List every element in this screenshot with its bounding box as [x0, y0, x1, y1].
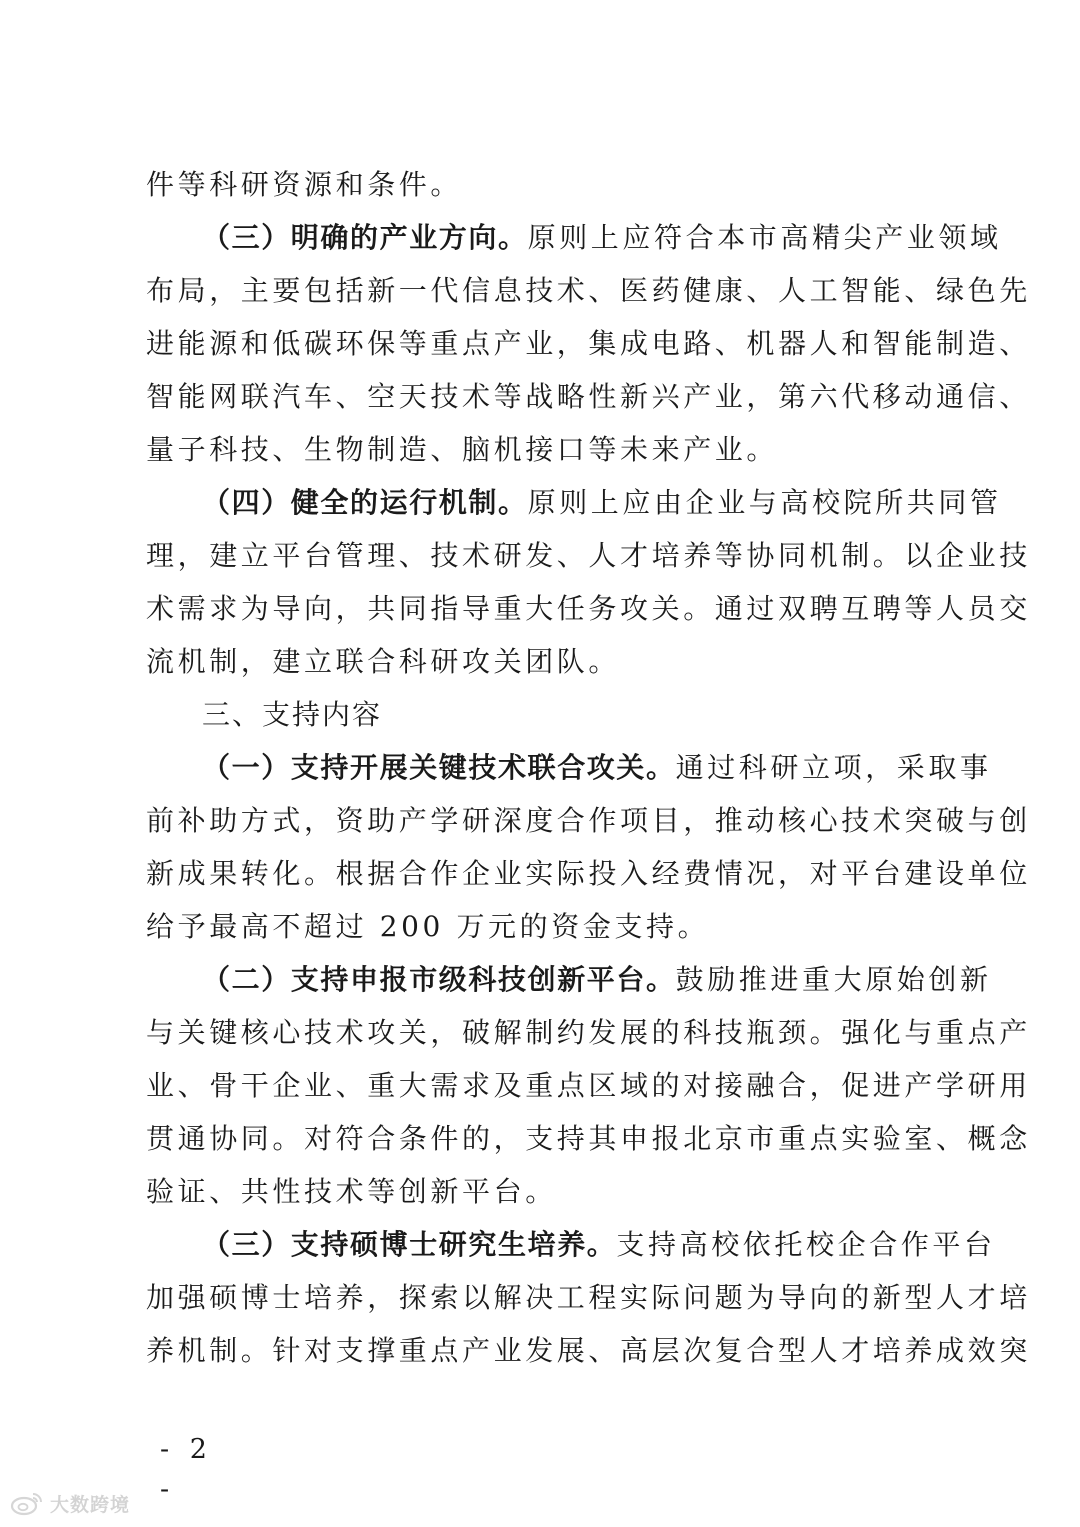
body-line: 智能网联汽车、空天技术等战略性新兴产业，第六代移动通信、	[146, 380, 1031, 413]
body-line: 前补助方式，资助产学研深度合作项目，推动核心技术突破与创	[146, 804, 1031, 837]
body-line: 养机制。针对支撑重点产业发展、高层次复合型人才培养成效突	[146, 1334, 1031, 1367]
body-line: 加强硕博士培养，探索以解决工程实际问题为导向的新型人才培	[146, 1281, 1031, 1314]
weibo-icon	[10, 1490, 44, 1516]
subsection-heading-line: （三）支持硕博士研究生培养。支持高校依托校企合作平台	[202, 1228, 996, 1261]
page-number: - 2 -	[160, 1434, 213, 1505]
body-line: 贯通协同。对符合条件的，支持其申报北京市重点实验室、概念	[146, 1122, 1031, 1155]
watermark	[10, 1488, 130, 1518]
subsection-heading: （二）支持申报市级科技创新平台。	[202, 963, 676, 996]
body-line: 布局，主要包括新一代信息技术、医药健康、人工智能、绿色先	[146, 274, 1031, 307]
body-line: 理，建立平台管理、技术研发、人才培养等协同机制。以企业技	[146, 539, 1031, 572]
subsection-heading-line: （三）明确的产业方向。原则上应符合本市高精尖产业领域	[202, 221, 1002, 254]
body-line: 新成果转化。根据合作企业实际投入经费情况，对平台建设单位	[146, 857, 1031, 890]
subsection-heading-line: （二）支持申报市级科技创新平台。鼓励推进重大原始创新	[202, 963, 992, 996]
body-line: 给予最高不超过 200 万元的资金支持。	[146, 910, 710, 943]
body-line: 件等科研资源和条件。	[146, 168, 463, 201]
body-line: 验证、共性技术等创新平台。	[146, 1175, 557, 1208]
body-line: 量子科技、生物制造、脑机接口等未来产业。	[146, 433, 779, 466]
body-line: 流机制，建立联合科研攻关团队。	[146, 645, 621, 678]
subsection-heading: （三）明确的产业方向。	[202, 221, 528, 254]
body-line: 进能源和低碳环保等重点产业，集成电路、机器人和智能制造、	[146, 327, 1031, 360]
watermark-text: 大数跨境	[50, 1493, 131, 1516]
subsection-heading: （四）健全的运行机制。	[202, 486, 528, 519]
section-heading: 三、支持内容	[202, 698, 383, 731]
body-line: 术需求为导向，共同指导重大任务攻关。通过双聘互聘等人员交	[146, 592, 1031, 625]
body-line: 与关键核心技术攻关，破解制约发展的科技瓶颈。强化与重点产	[146, 1016, 1031, 1049]
subsection-heading: （三）支持硕博士研究生培养。	[202, 1228, 617, 1261]
subsection-heading-line: （一）支持开展关键技术联合攻关。通过科研立项，采取事	[202, 751, 992, 784]
subsection-heading: （一）支持开展关键技术联合攻关。	[202, 751, 676, 784]
subsection-heading-line: （四）健全的运行机制。原则上应由企业与高校院所共同管	[202, 486, 1002, 519]
body-line: 业、骨干企业、重大需求及重点区域的对接融合，促进产学研用	[146, 1069, 1031, 1102]
